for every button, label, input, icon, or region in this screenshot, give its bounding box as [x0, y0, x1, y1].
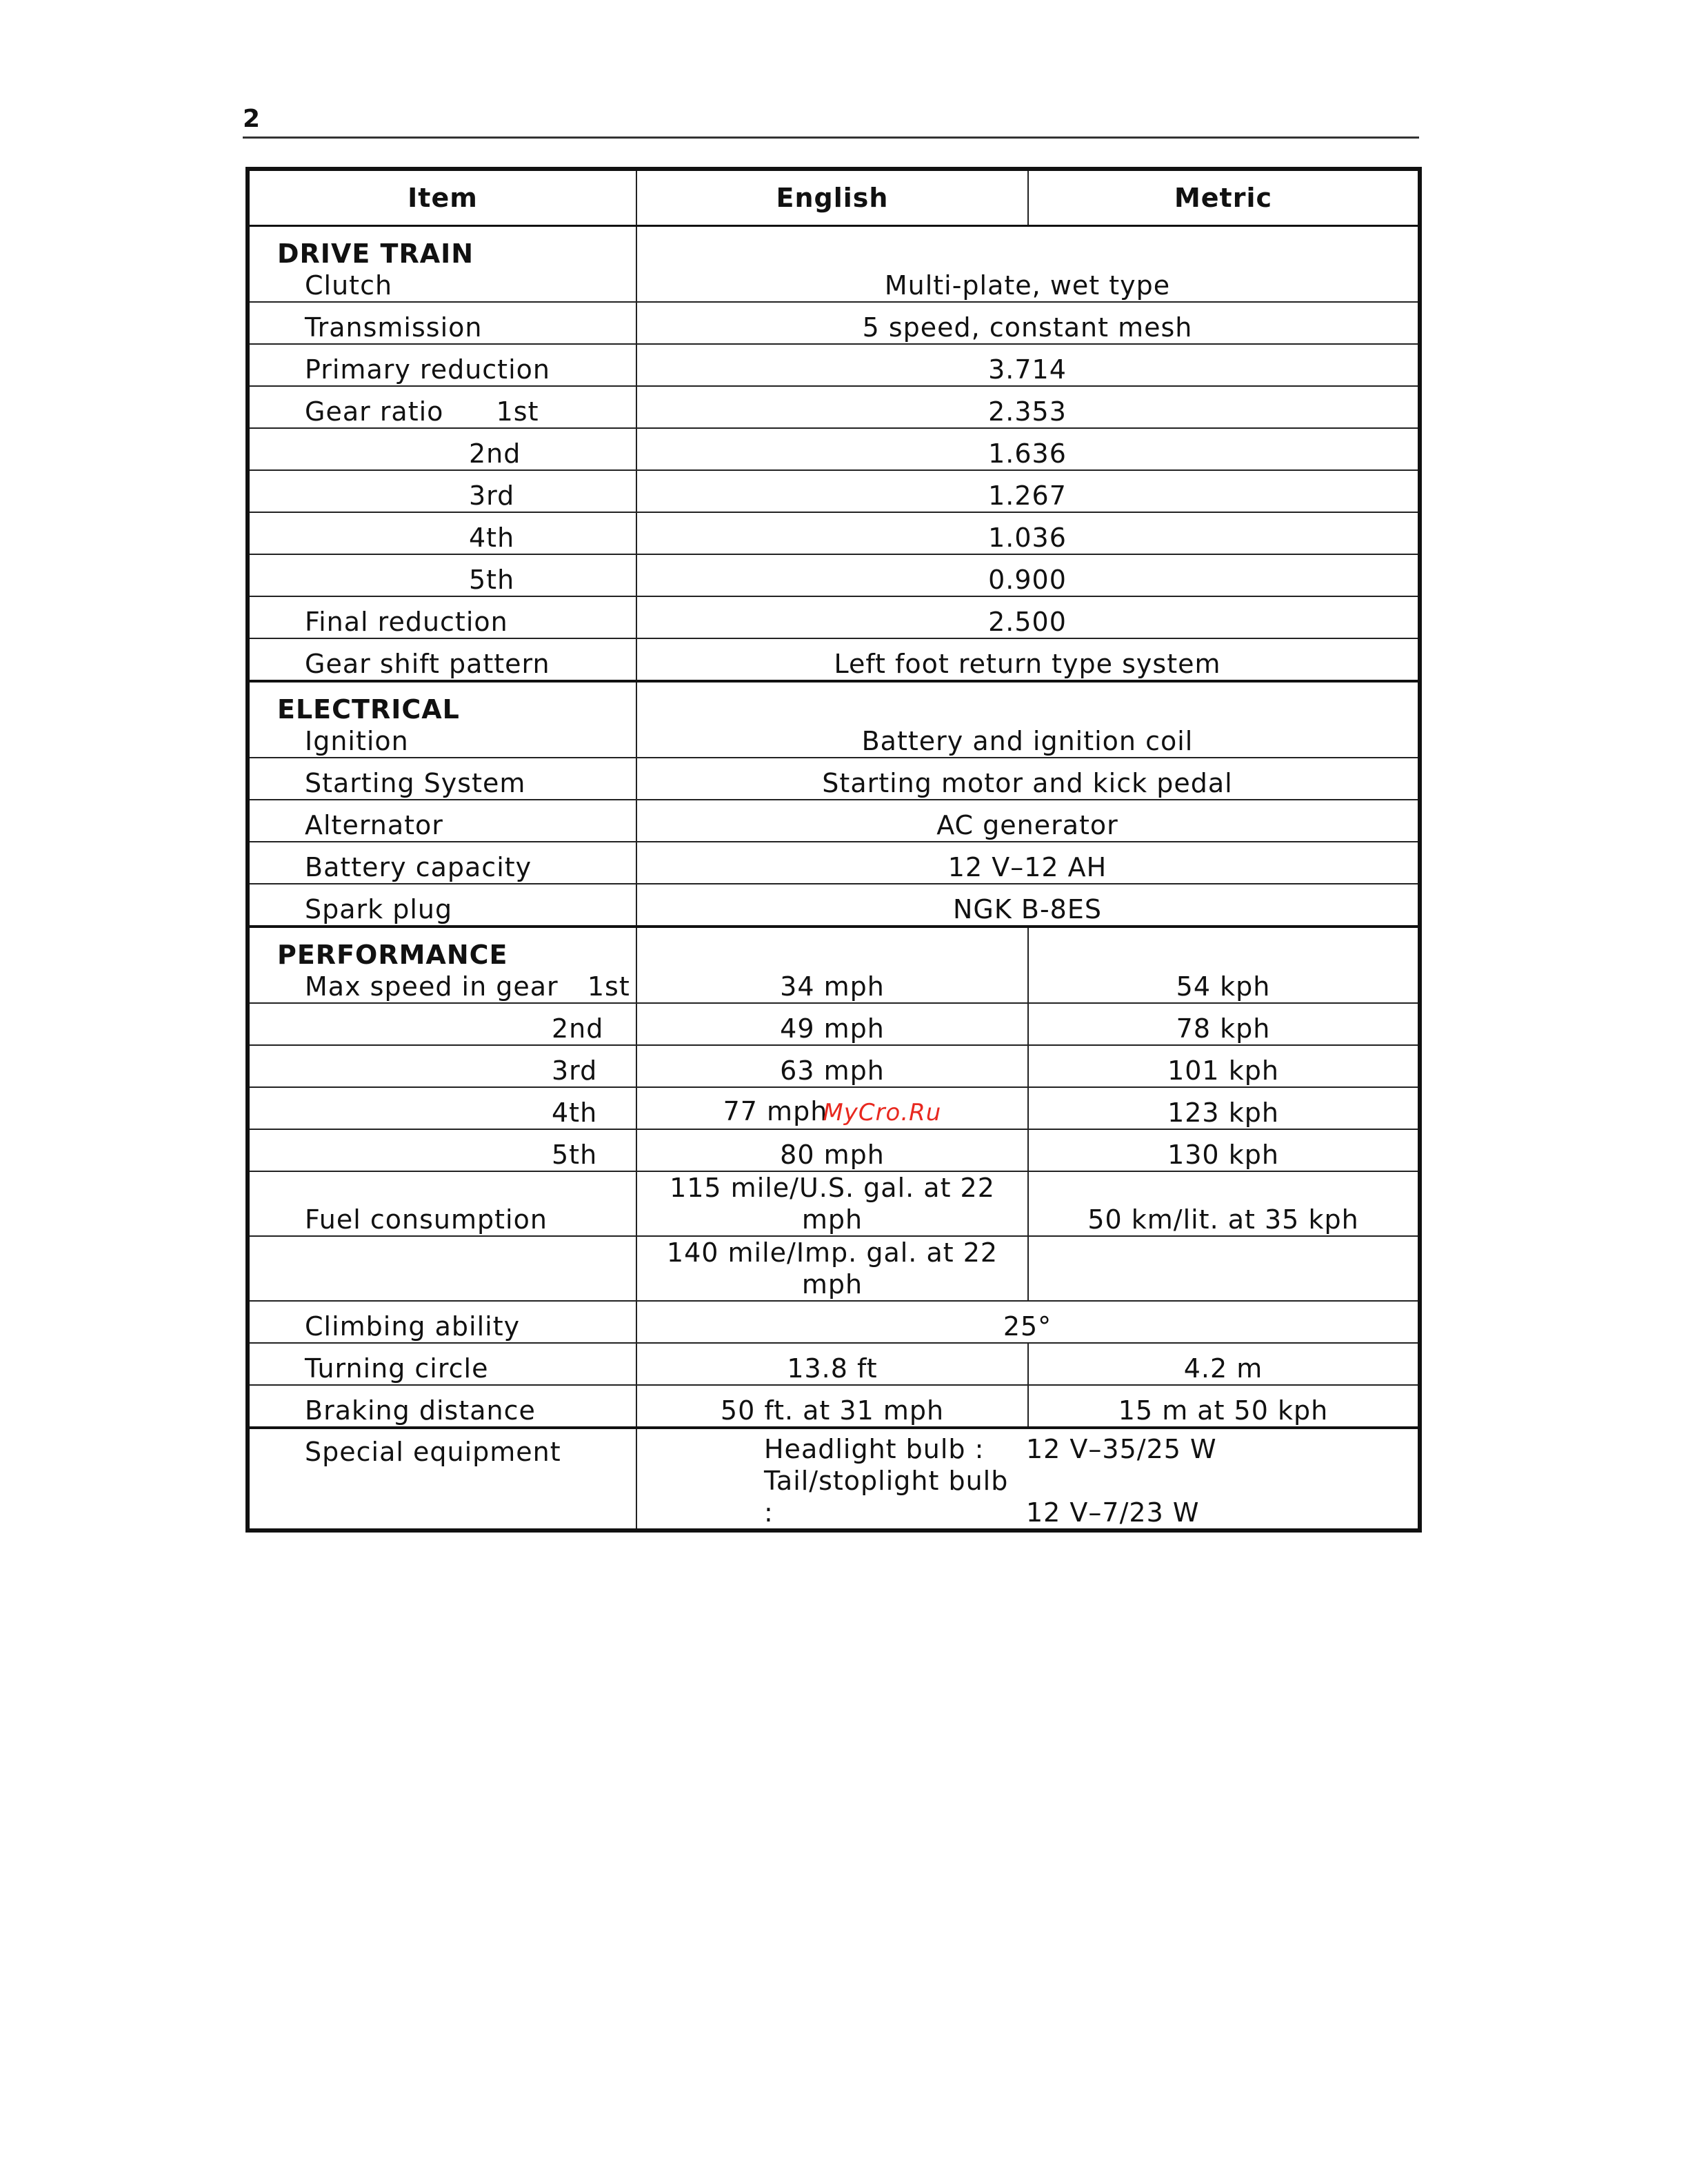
gear-label: 3rd	[248, 1045, 636, 1087]
table-row	[248, 1171, 1420, 1236]
gear-label: 2nd	[248, 1003, 636, 1045]
value-cell: 12 V–12 AH	[636, 842, 1420, 884]
item-label: Fuel consumption	[248, 1171, 636, 1236]
value-cell: AC generator	[636, 800, 1420, 842]
table-row	[248, 1428, 1420, 1530]
item-cell	[248, 226, 636, 303]
table-row	[248, 596, 1420, 638]
english-cell: 80 mph	[636, 1129, 1028, 1171]
value-cell: 1.036	[636, 512, 1420, 554]
value-cell: Starting motor and kick pedal	[636, 758, 1420, 800]
gear-label: 3rd	[248, 470, 636, 512]
english-cell: 49 mph	[636, 1003, 1028, 1045]
item-label: Spark plug	[248, 884, 636, 927]
english-cell: 13.8 ft	[636, 1343, 1028, 1385]
gear-label: 1st	[587, 971, 630, 1002]
value-cell: 2.353	[636, 386, 1420, 428]
item-label: Transmission	[248, 302, 636, 344]
table-row	[248, 554, 1420, 596]
english-cell	[636, 1087, 1028, 1129]
item-cell	[248, 681, 636, 758]
metric-cell: 123 kph	[1028, 1087, 1420, 1129]
english-value: 77 mph	[723, 1096, 828, 1126]
metric-cell: 130 kph	[1028, 1129, 1420, 1171]
header-item: Item	[248, 169, 636, 226]
table-row	[248, 1087, 1420, 1129]
gear-ratio-label: Gear ratio	[305, 396, 444, 427]
specifications-table	[245, 167, 1422, 1533]
table-row	[248, 927, 1420, 1003]
english-cell: 115 mile/U.S. gal. at 22 mph	[636, 1171, 1028, 1236]
header-english: English	[636, 169, 1028, 226]
value-cell: 1.267	[636, 470, 1420, 512]
watermark: MyCro.Ru	[823, 1099, 942, 1126]
item-label: Primary reduction	[248, 344, 636, 386]
table-row	[248, 638, 1420, 681]
table-row	[248, 842, 1420, 884]
headlight-label: Headlight bulb :	[763, 1434, 985, 1464]
metric-cell: 78 kph	[1028, 1003, 1420, 1045]
value-cell: 0.900	[636, 554, 1420, 596]
table-row	[248, 386, 1420, 428]
gear-label: 5th	[248, 1129, 636, 1171]
section-electrical: ELECTRICAL	[277, 694, 460, 725]
table-row	[248, 681, 1420, 758]
gear-label: 4th	[248, 1087, 636, 1129]
item-label: Starting System	[248, 758, 636, 800]
metric-cell: 54 kph	[1028, 927, 1420, 1003]
table-row	[248, 1045, 1420, 1087]
item-label: Final reduction	[248, 596, 636, 638]
value-cell: 1.636	[636, 428, 1420, 470]
headlight-value: 12 V–35/25 W	[1025, 1434, 1217, 1464]
table-row	[248, 344, 1420, 386]
section-performance: PERFORMANCE	[277, 940, 508, 970]
value-cell: Multi-plate, wet type	[636, 226, 1420, 303]
item-label: Special equipment	[305, 1437, 561, 1467]
table-row	[248, 1236, 1420, 1301]
metric-cell: 101 kph	[1028, 1045, 1420, 1087]
tail-label: Tail/stoplight bulb :	[763, 1466, 1009, 1528]
english-cell: 140 mile/Imp. gal. at 22 mph	[636, 1236, 1028, 1301]
value-cell: Left foot return type system	[636, 638, 1420, 681]
max-speed-label: Max speed in gear	[305, 971, 559, 1002]
gear-label: 1st	[496, 396, 539, 427]
metric-cell-empty	[1028, 1236, 1420, 1301]
item-label: Clutch	[305, 270, 393, 301]
gear-label: 2nd	[248, 428, 636, 470]
table-row	[248, 428, 1420, 470]
table-header-row	[248, 169, 1420, 226]
table-row	[248, 1385, 1420, 1428]
gear-label: 4th	[248, 512, 636, 554]
table-row	[248, 758, 1420, 800]
value-cell: 5 speed, constant mesh	[636, 302, 1420, 344]
page-number: 2	[243, 105, 261, 133]
tail-value: 12 V–7/23 W	[1025, 1497, 1200, 1528]
english-cell: 34 mph	[636, 927, 1028, 1003]
headlight-line	[764, 1433, 1418, 1465]
header-metric: Metric	[1028, 169, 1420, 226]
table-row	[248, 1129, 1420, 1171]
item-label: Braking distance	[248, 1385, 636, 1428]
table-row	[248, 1343, 1420, 1385]
english-cell: 50 ft. at 31 mph	[636, 1385, 1028, 1428]
item-label: Battery capacity	[248, 842, 636, 884]
table-row	[248, 1301, 1420, 1343]
value-cell: 2.500	[636, 596, 1420, 638]
item-cell	[248, 927, 636, 1003]
value-cell: 25°	[636, 1301, 1420, 1343]
table-row	[248, 800, 1420, 842]
table-row	[248, 1003, 1420, 1045]
table-row	[248, 302, 1420, 344]
table-row	[248, 884, 1420, 927]
special-equipment-cell	[636, 1428, 1420, 1530]
gear-label: 5th	[248, 554, 636, 596]
value-cell: 3.714	[636, 344, 1420, 386]
metric-cell: 4.2 m	[1028, 1343, 1420, 1385]
english-cell: 63 mph	[636, 1045, 1028, 1087]
metric-cell: 50 km/lit. at 35 kph	[1028, 1171, 1420, 1236]
table-row	[248, 470, 1420, 512]
item-label: Alternator	[248, 800, 636, 842]
item-label: Turning circle	[248, 1343, 636, 1385]
item-cell	[248, 386, 636, 428]
value-cell: NGK B-8ES	[636, 884, 1420, 927]
item-cell-inner	[250, 971, 636, 1002]
section-drive-train: DRIVE TRAIN	[277, 239, 474, 269]
header-rule	[243, 136, 1419, 139]
item-label: Ignition	[305, 726, 409, 756]
value-cell: Battery and ignition coil	[636, 681, 1420, 758]
item-label: Gear shift pattern	[248, 638, 636, 681]
metric-cell: 15 m at 50 kph	[1028, 1385, 1420, 1428]
table-row	[248, 226, 1420, 303]
tail-line	[764, 1465, 1418, 1528]
item-cell-empty	[248, 1236, 636, 1301]
item-label: Climbing ability	[248, 1301, 636, 1343]
table-row	[248, 512, 1420, 554]
